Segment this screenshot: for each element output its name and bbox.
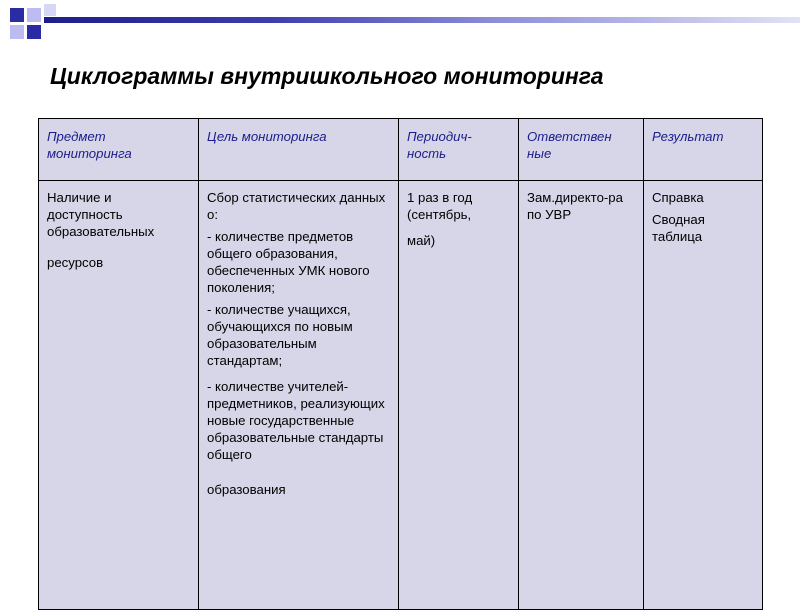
cell-text: - количестве учителей-предметников, реализующих новые государственные образовательные стандарты общего: [207, 379, 385, 462]
cell-text: май): [407, 233, 436, 248]
cell-text: Сбор статистических данных о:: [207, 190, 386, 222]
header-gradient-bar: [44, 17, 800, 23]
header-responsible: Ответствен ные: [519, 119, 644, 181]
header-periodicity: Периодич-ность: [399, 119, 519, 181]
cell-periodicity: [399, 181, 519, 610]
cell-result: [644, 181, 763, 610]
decor-square: [44, 4, 56, 16]
cell-text: Справка: [652, 190, 704, 205]
decor-square: [27, 25, 41, 39]
decor-square: [10, 8, 24, 22]
table-header-row: [39, 119, 763, 181]
decor-square: [10, 25, 24, 39]
cell-text: - количестве учащихся, обучающихся по новым образовательным стандартам;: [207, 302, 353, 368]
cell-text: образования: [207, 482, 286, 497]
cell-text: 1 раз в год (сентябрь,: [407, 190, 473, 222]
header-result: Результат: [644, 119, 763, 181]
cell-responsible: [519, 181, 644, 610]
cell-subject: [39, 181, 199, 610]
decor-square: [27, 8, 41, 22]
cell-text: Сводная таблица: [652, 212, 705, 244]
header-subject: Предмет мониторинга: [39, 119, 199, 181]
cell-text: ресурсов: [47, 255, 104, 270]
table-row: [39, 181, 763, 610]
cell-goal: [199, 181, 399, 610]
cell-text: Наличие и доступность образовательных: [47, 190, 155, 239]
cell-text: - количестве предметов общего образования, обеспеченных УМК нового поколения;: [207, 229, 370, 295]
cell-text: Зам.директо-ра по УВР: [527, 190, 623, 222]
slide-title: Циклограммы внутришкольного мониторинга: [50, 63, 604, 89]
monitoring-table: [38, 118, 763, 610]
header-goal: Цель мониторинга: [199, 119, 399, 181]
